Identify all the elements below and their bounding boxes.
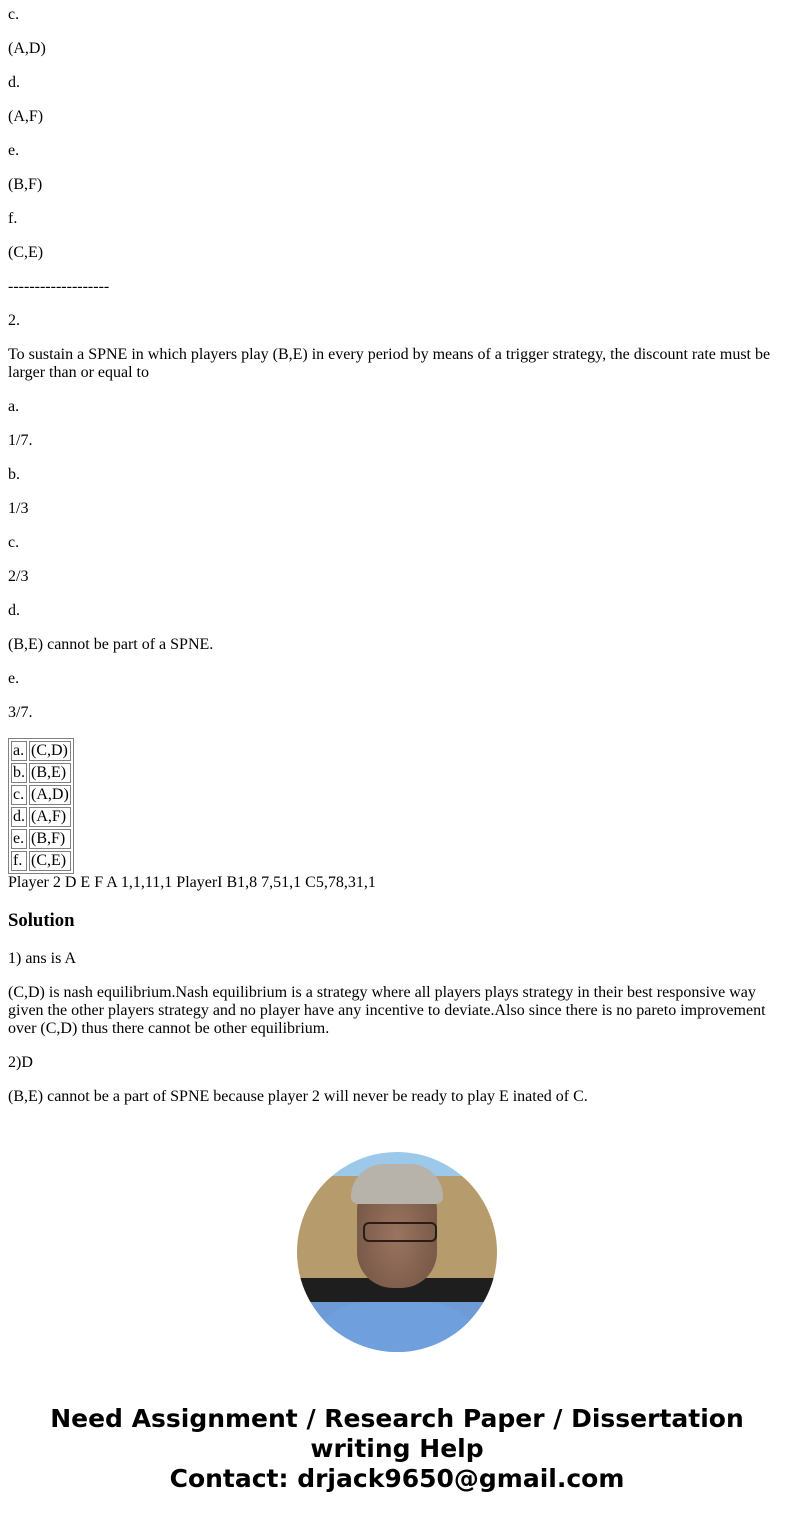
- question2: [8, 312, 786, 722]
- table-row: [11, 851, 71, 871]
- table-cell: (C,D): [29, 741, 71, 761]
- option-answer: (B,E) cannot be part of a SPNE.: [8, 636, 214, 653]
- separator: -------------------: [8, 278, 110, 295]
- solution-paragraph: 2)D: [8, 1054, 33, 1071]
- contact-banner: [8, 1404, 786, 1494]
- table-row: [11, 829, 71, 849]
- table-cell: (B,E): [29, 763, 71, 783]
- table-cell: d.: [13, 808, 25, 825]
- option-answer: (A,D): [8, 40, 46, 57]
- option-letter: a.: [8, 398, 20, 415]
- option-answer: 3/7.: [8, 704, 33, 721]
- table-cell: c.: [11, 785, 27, 805]
- solution-paragraph: (C,D) is nash equilibrium.Nash equilibrium is a strategy where all players plays strategy in their best responsive way given the other players strategy and no player have any incentive to deviate.Also since there is no pareto improvement over (C,D) thus there cannot be other equilibrium.: [8, 984, 766, 1037]
- contact-email: Contact: drjack9650@gmail.com: [169, 1464, 625, 1493]
- glasses-icon: [363, 1222, 437, 1242]
- table-cell: e.: [11, 829, 27, 849]
- option-answer: 2/3: [8, 568, 29, 585]
- table-row: [11, 785, 71, 805]
- table-cell: (B,F): [29, 829, 71, 849]
- option-letter: e.: [8, 142, 20, 159]
- table-cell: (C,E): [29, 851, 71, 871]
- payoff-text: Player 2 D E F A 1,1,11,1 PlayerI B1,8 7,51,1 C5,78,31,1: [8, 874, 376, 891]
- option-answer: 1/3: [8, 500, 29, 517]
- question-number: 2.: [8, 312, 20, 329]
- option-letter: d.: [8, 602, 20, 619]
- solution-paragraph: 1) ans is A: [8, 950, 76, 967]
- option-letter: b.: [8, 466, 20, 483]
- option-answer: (A,F): [8, 108, 44, 125]
- table-row: [11, 807, 71, 827]
- option-answer: 1/7.: [8, 432, 33, 449]
- option-answer: (C,E): [8, 244, 44, 261]
- table-cell: (A,D): [31, 786, 69, 803]
- option-letter: c.: [8, 534, 20, 551]
- question-text: To sustain a SPNE in which players play (B,E) in every period by means of a trigger strategy, the discount rate must be larger than or equal to: [8, 346, 771, 381]
- solution-paragraph: (B,E) cannot be a part of SPNE because player 2 will never be ready to play E inated of C.: [8, 1088, 588, 1105]
- option-answer: (B,F): [8, 176, 43, 193]
- table-cell: f.: [11, 851, 27, 871]
- table-row: [11, 763, 71, 783]
- option-letter: e.: [8, 670, 20, 687]
- banner-headline: Need Assignment / Research Paper / Dissertation writing Help: [50, 1404, 744, 1463]
- options-table: [8, 738, 74, 874]
- solution-heading: Solution: [8, 910, 75, 931]
- option-letter: c.: [8, 6, 20, 23]
- table-row: [11, 741, 71, 761]
- table-cell: a.: [11, 741, 27, 761]
- option-letter: d.: [8, 74, 20, 91]
- table-cell: b.: [13, 764, 25, 781]
- option-letter: f.: [8, 210, 18, 227]
- question1-tail: [8, 6, 786, 262]
- avatar: [297, 1152, 497, 1352]
- table-cell: (A,F): [29, 807, 71, 827]
